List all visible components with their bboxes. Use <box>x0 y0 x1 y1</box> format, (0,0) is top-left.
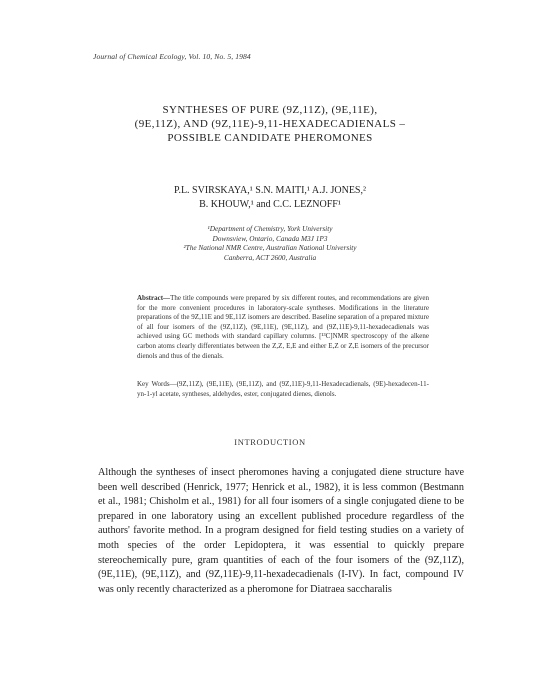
affiliations <box>60 224 480 262</box>
title-line-1: SYNTHESES OF PURE (9Z,11Z), (9E,11E), <box>162 104 378 116</box>
abstract-paragraph <box>137 294 429 361</box>
journal-citation: Journal of Chemical Ecology, Vol. 10, No. 5, 1984 <box>93 52 251 61</box>
affiliation-line-1: ¹Department of Chemistry, York University <box>207 224 333 233</box>
affiliation-line-2: Downsview, Ontario, Canada M3J 1P3 <box>212 233 328 243</box>
title-line-3: POSSIBLE CANDIDATE PHEROMONES <box>167 132 373 144</box>
author-list <box>60 184 480 212</box>
authors-line-2: B. KHOUW,¹ and C.C. LEZNOFF¹ <box>199 199 341 210</box>
affiliation-line-3: ²The National NMR Centre, Australian National University <box>183 243 357 252</box>
authors-line-1: P.L. SVIRSKAYA,¹ S.N. MAITI,¹ A.J. JONES,² <box>174 185 366 196</box>
abstract-text: The title compounds were prepared by six different routes, and recommendations are given for the more convenient procedures in laboratory-scale syntheses. Modifications in the literature preparations of the 9Z,11E and 9E,11Z isomers are described. Baseline separation of a prepared mixture of all four isomers of the (9Z,11Z), (9E,11E), (9E,11Z), and (9Z,11E)-9,11-hexadecadienals was achieved using GC methods with standard capillary columns. [¹³C]NMR spectroscopy of the alkene carbon atoms clearly differentiates between the Z,Z, E,E and either E,Z or Z,E isomers of the precursor dienols and thus of the dienals. <box>137 294 429 360</box>
keywords-text: —(9Z,11Z), (9E,11E), (9E,11Z), and (9Z,11E)-9,11-Hexadecadienals, (9E)-hexadecen-11-yn-1-yl acetate, syntheses, aldehydes, ester, conjugated dienes, dienols. <box>137 380 430 398</box>
keywords-paragraph <box>137 380 429 399</box>
article-title <box>60 103 480 145</box>
introduction-paragraph: Although the syntheses of insect pheromones having a conjugated diene structure have been well described (Henrick, 1977; Henrick et al., 1982), it is less common (Bestmann et al., 1981; Chisholm et al., 1981) for all four isomers of a single conjugated diene to be prepared in one laboratory using an excellent published procedure regardless of the authors' favorite method. In a program designed for field testing studies on a variety of moth species of the order Lepidoptera, it was essential to quickly prepare stereochemically pure, gram quantities of each of the four isomers of the (9Z,11Z), (9E,11E), (9E,11Z), and (9Z,11E)-9,11-hexadecadienals (I-IV). In fact, compound IV was only recently characterized as a pheromone for Diatraea saccharalis <box>98 467 464 595</box>
section-heading-introduction: INTRODUCTION <box>234 437 306 447</box>
abstract-label: Abstract— <box>137 294 171 302</box>
affiliation-line-4: Canberra, ACT 2600, Australia <box>223 252 317 262</box>
keywords-label: Key Words <box>137 380 170 388</box>
title-line-2: (9E,11Z), AND (9Z,11E)-9,11-HEXADECADIENALS – <box>134 118 406 130</box>
